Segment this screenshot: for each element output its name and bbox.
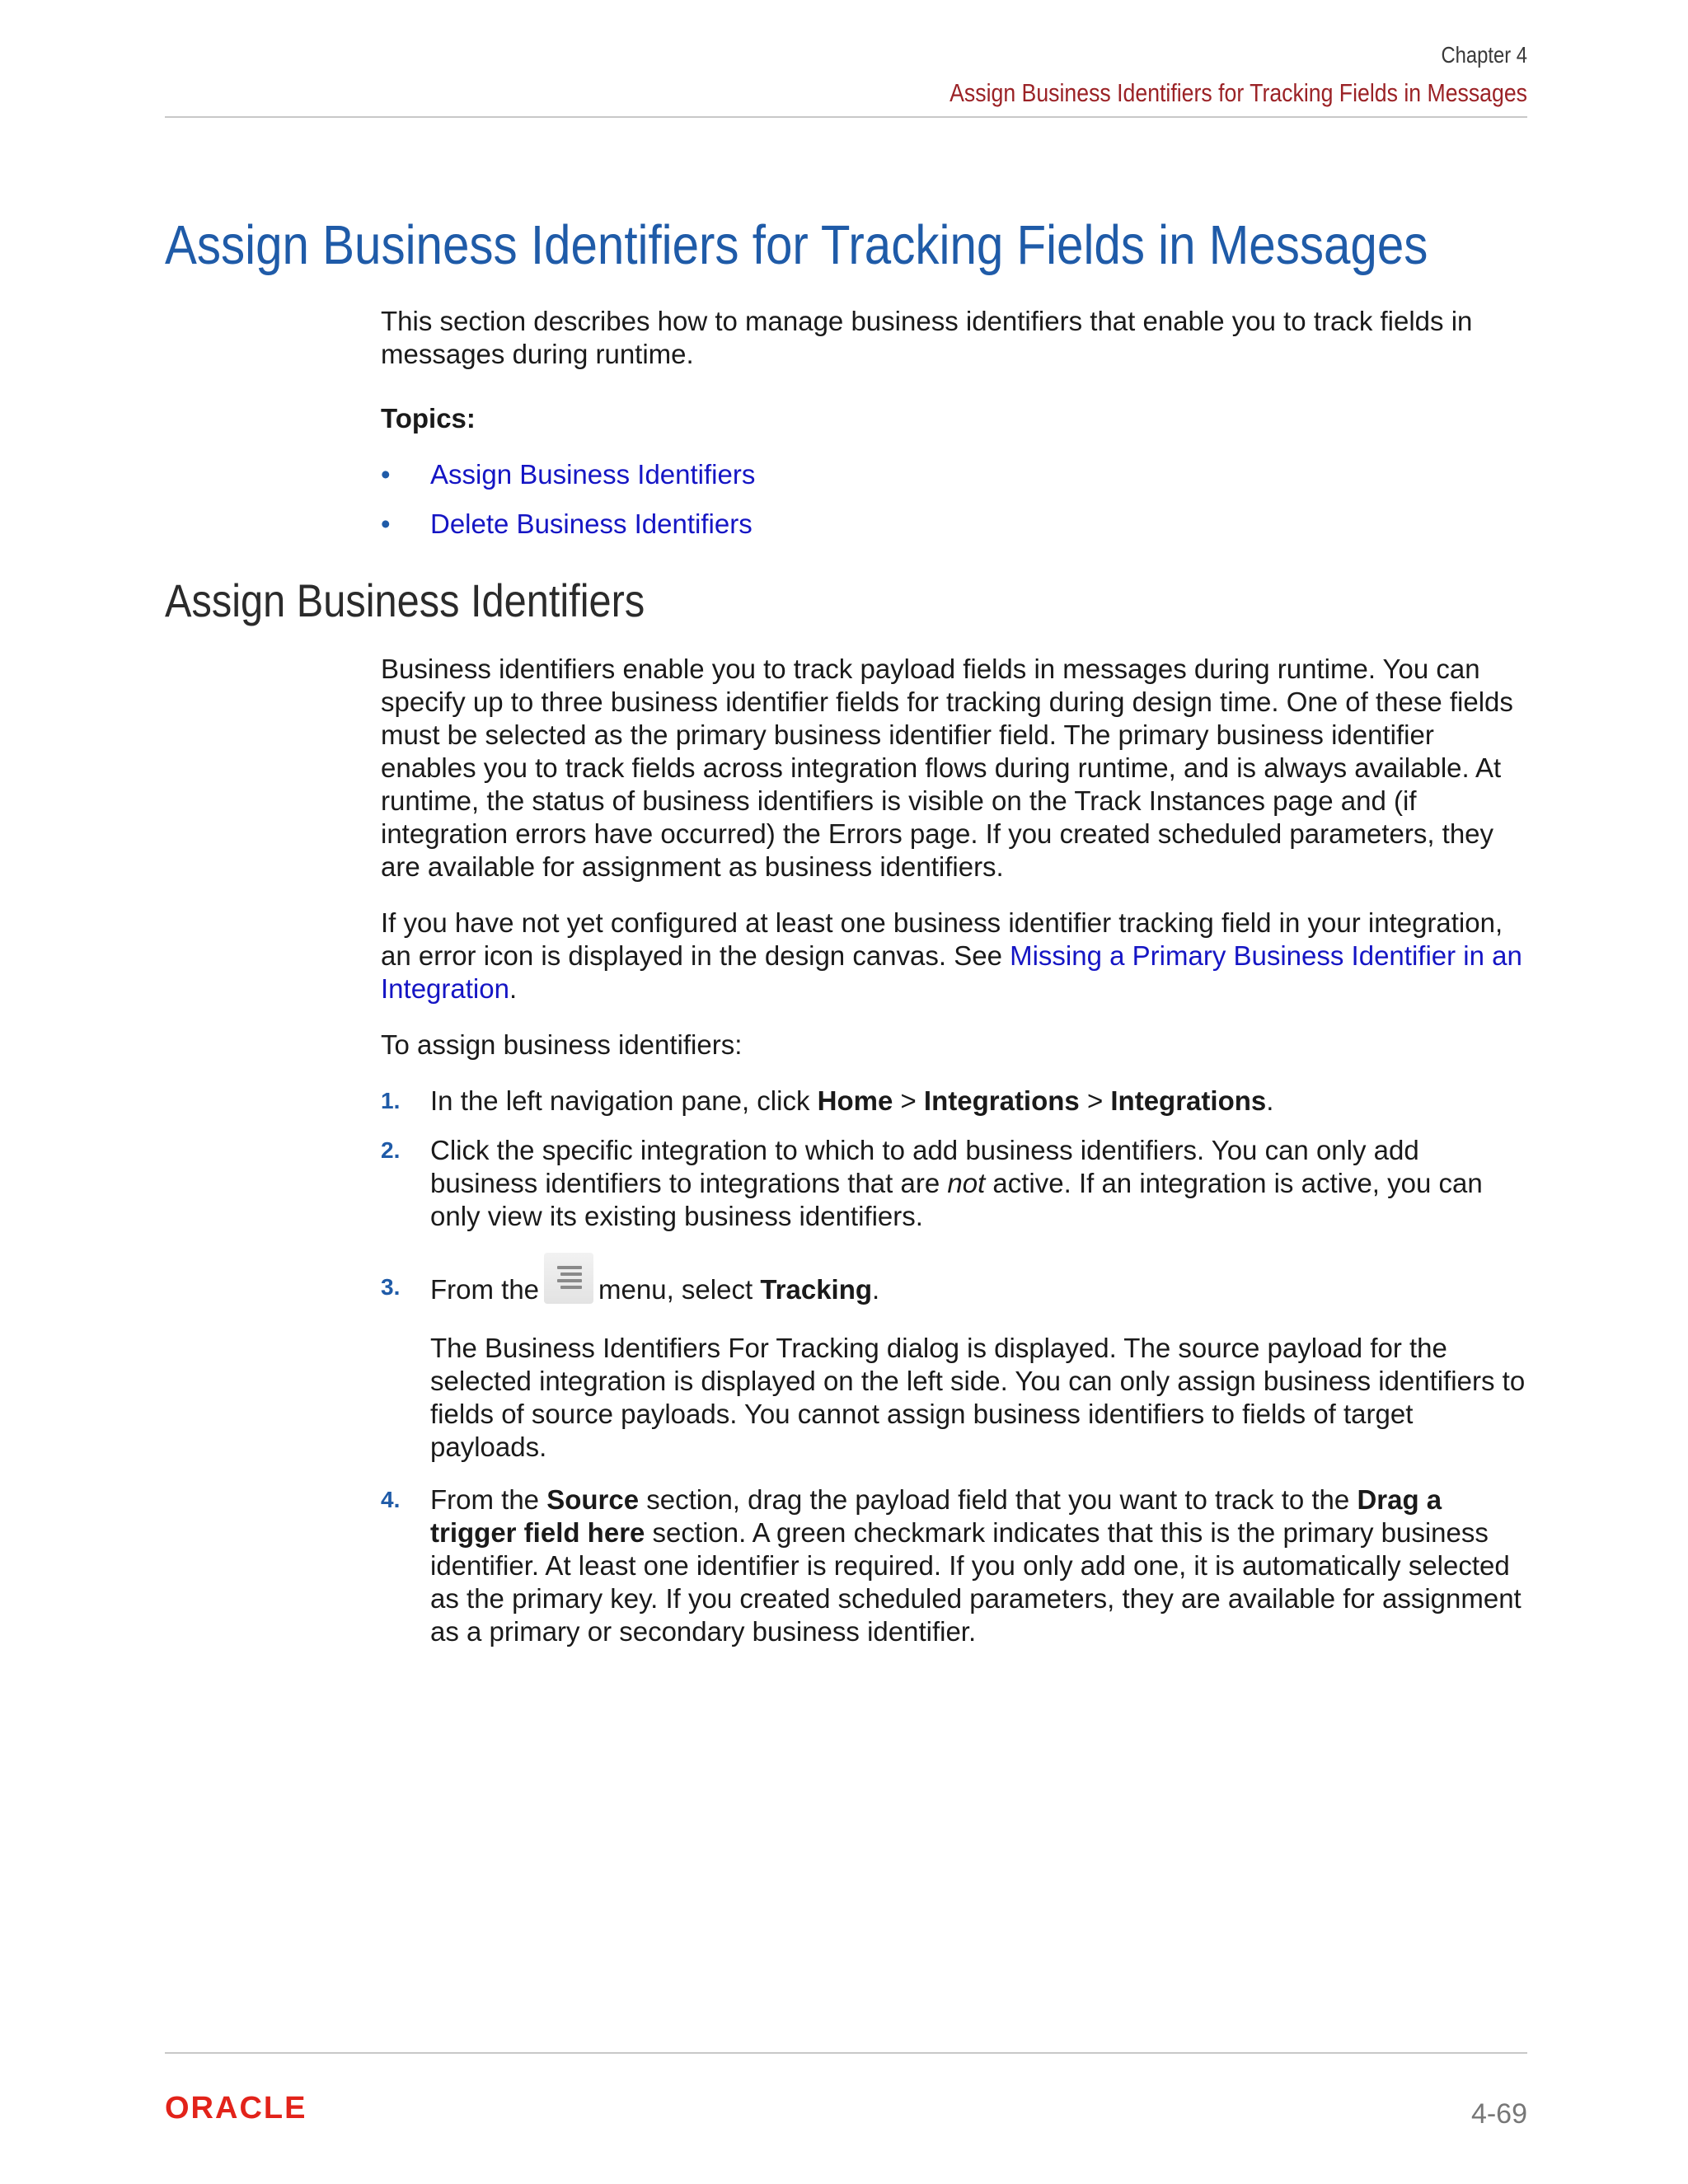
step-text-segment: menu, select xyxy=(598,1274,761,1305)
step-text-segment: From the xyxy=(430,1484,547,1515)
step-text-segment: active. If an integration is active, you can only view its existing business identifiers. xyxy=(430,1168,1483,1231)
para2-text-start: If you have not yet configured at least one business identifier tracking field in your integration, an error icon is displayed in the design canvas. See xyxy=(381,907,1503,971)
step-text-segment: . xyxy=(1266,1085,1274,1116)
running-title: Assign Business Identifiers for Tracking Fields in Messages xyxy=(950,78,1527,107)
step-3 xyxy=(381,1253,1531,1306)
paragraph-error-icon xyxy=(381,907,1531,1005)
section-title: Assign Business Identifiers for Tracking Fields in Messages xyxy=(165,214,1428,276)
oracle-logo xyxy=(165,2091,346,2124)
step-1 xyxy=(381,1085,1531,1118)
footer-divider xyxy=(165,2052,1527,2054)
step-text xyxy=(430,1085,1531,1118)
step-3-detail xyxy=(430,1332,1531,1464)
ui-label-source: Source xyxy=(546,1484,640,1515)
page-header xyxy=(165,40,1527,110)
step-text-segment: section. A green checkmark indicates that this is the primary business identifier. At least one identifier is required. If you only add one, it is automatically selected as the primary key. If you created scheduled parameters, they are available for assignment as a primary or secondary business identifier. xyxy=(430,1517,1522,1647)
ui-label-home: Home xyxy=(817,1085,893,1116)
step-text-segment: From the xyxy=(430,1274,540,1305)
chapter-label: Chapter 4 xyxy=(1441,42,1527,68)
bullet-icon: • xyxy=(381,509,391,539)
step-number: 1. xyxy=(381,1088,401,1113)
ui-label-drag-trigger-field: Drag a trigger field here xyxy=(430,1484,1442,1548)
missing-identifier-link[interactable]: Missing a Primary Business Identifier in an Integration xyxy=(381,940,1522,1004)
intro-paragraph: This section describes how to manage business identifiers that enable you to track fields in messages during runtime. xyxy=(381,306,1473,369)
topic-item xyxy=(381,508,1531,541)
step-text-segment: section, drag the payload field that you want to track to the xyxy=(639,1484,1357,1515)
page-number: 4-69 xyxy=(1470,2098,1527,2130)
topic-link-assign[interactable]: Assign Business Identifiers xyxy=(430,459,756,490)
ui-label-integrations: Integrations xyxy=(1110,1085,1267,1116)
bullet-icon: • xyxy=(381,459,391,490)
step-2 xyxy=(381,1134,1531,1233)
header-divider xyxy=(165,116,1527,118)
step-text-segment: In the left navigation pane, click xyxy=(430,1085,818,1116)
step-4 xyxy=(381,1483,1531,1648)
oracle-logo-text: ORACLE xyxy=(165,2091,307,2124)
step-text xyxy=(430,1483,1531,1648)
step-number: 4. xyxy=(381,1487,401,1512)
step-number: 2. xyxy=(381,1137,401,1163)
ui-label-integrations: Integrations xyxy=(923,1085,1080,1116)
step-text-segment: . xyxy=(872,1274,880,1305)
topics-list xyxy=(381,458,1531,557)
topic-item xyxy=(381,458,1531,491)
para2-text-end: . xyxy=(509,973,518,1004)
paragraph-business-identifiers: Business identifiers enable you to track payload fields in messages during runtime. You can specify up to three business identifier fields for tracking during design time. One of these fields must be selected as the primary business identifier field. The primary business identifier enables you to track fields across integration flows during runtime, and is always available. At runtime, the status of business identifiers is visible on the Track Instances page and (if integration errors have occurred) the Errors page. If you created scheduled parameters, they are available for assignment as business identifiers. xyxy=(381,654,1513,882)
topic-link-delete[interactable]: Delete Business Identifiers xyxy=(430,509,753,539)
section-intro xyxy=(381,305,1531,371)
step-3-detail-text: The Business Identifiers For Tracking dialog is displayed. The source payload for the selected integration is displayed on the left side. You can only assign business identifiers to fields of source payloads. You cannot assign business identifiers to fields of target payloads. xyxy=(430,1333,1526,1462)
topics-label: Topics: xyxy=(381,403,476,434)
step-text xyxy=(430,1253,1531,1306)
subsection-body-3 xyxy=(381,1029,1531,1062)
subsection-body-2 xyxy=(381,907,1531,1005)
step-text xyxy=(430,1134,1531,1233)
subsection-body-1 xyxy=(381,653,1531,883)
step-text-segment: > xyxy=(893,1085,924,1116)
paragraph-to-assign: To assign business identifiers: xyxy=(381,1029,743,1060)
ui-label-tracking: Tracking xyxy=(760,1274,873,1305)
hamburger-menu-icon[interactable] xyxy=(544,1253,593,1304)
step-text-segment: Click the specific integration to which to add business identifiers. You can only add business identifiers to integrations that are xyxy=(430,1135,1419,1198)
topics-heading xyxy=(381,402,1531,435)
subsection-title: Assign Business Identifiers xyxy=(165,574,645,626)
step-number: 3. xyxy=(381,1274,401,1300)
emphasis-not: not xyxy=(947,1168,986,1198)
step-text-segment: > xyxy=(1079,1085,1111,1116)
